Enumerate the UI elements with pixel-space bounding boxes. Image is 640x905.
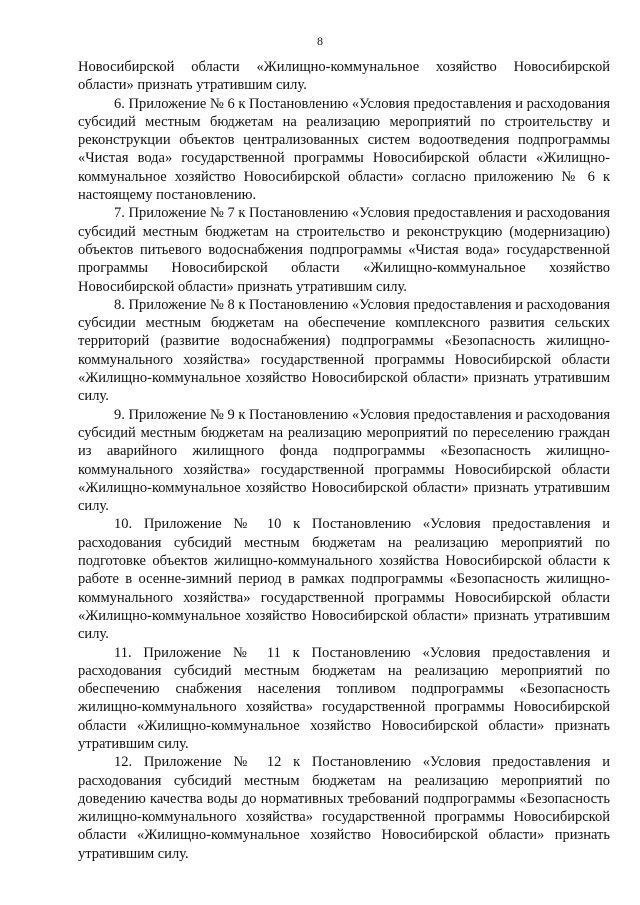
page-number: 8: [317, 34, 323, 48]
paragraph-item-9: 9. Приложение № 9 к Постановлению «Условия предоставления и расходования субсидий местным бюджетам на реализацию мероприятий по переселению граждан из аварийного жилищного фонда подпрограммы «Безопасность жилищно-коммунального хозяйства» государственной программы Новосибирской области «Жилищно-коммунальное хозяйство Новосибирской области» признать утратившим силу.: [78, 406, 610, 515]
paragraph-continued: Новосибирской области «Жилищно-коммунальное хозяйство Новосибирской области» признать утратившим силу.: [78, 59, 610, 94]
paragraph-item-8: 8. Приложение № 8 к Постановлению «Условия предоставления и расходования субсидии местным бюджетам на обеспечение комплексного развития сельских территорий (развитие водоснабжения) подпрограммы «Безопасность жилищно-коммунального хозяйства» государственной программы Новосибирской области «Жилищно-коммунальное хозяйство Новосибирской области» признать утратившим силу.: [78, 296, 610, 405]
paragraph-item-7: 7. Приложение № 7 к Постановлению «Условия предоставления и расходования субсидий местным бюджетам на строительство и реконструкцию (модернизацию) объектов питьевого водоснабжения подпрограммы «Чистая вода» государственной программы Новосибирской области «Жилищно-коммунальное хозяйство Новосибирской области» признать утратившим силу.: [78, 205, 610, 295]
paragraph-item-11: 11. Приложение № 11 к Постановлению «Условия предоставления и расходования субсидий местным бюджетам на реализацию мероприятий по обеспечению снабжения населения топливом подпрограммы «Безопасность жилищно-коммунального хозяйства» государственной программы Новосибирской области «Жилищно-коммунальное хозяйство Новосибирской области» признать утратившим силу.: [78, 644, 610, 752]
paragraph-item-6: 6. Приложение № 6 к Постановлению «Условия предоставления и расходования субсидий местным бюджетам на реализацию мероприятий по строительству и реконструкции объектов централизованных систем водоотведения подпрограммы «Чистая вода» государственной программы Новосибирской области «Жилищно-коммунальное хозяйство Новосибирской области» согласно приложению № 6 к настоящему постановлению.: [78, 95, 610, 204]
paragraph-item-10: 10. Приложение № 10 к Постановлению «Условия предоставления и расходования субсидий местным бюджетам на реализацию мероприятий по подготовке объектов жилищно-коммунального хозяйства Новосибирской области к работе в осенне-зимний период в рамках подпрограммы «Безопасность жилищно-коммунального хозяйства» государственной программы Новосибирской области «Жилищно-коммунальное хозяйство Новосибирской области» признать утратившим силу.: [78, 516, 610, 643]
document-body: [78, 58, 610, 863]
paragraph-item-12: 12. Приложение № 12 к Постановлению «Условия предоставления и расходования субсидий местным бюджетам на реализацию мероприятий по доведению качества воды до нормативных требований подпрограммы «Безопасность жилищно-коммунального хозяйства» государственной программы Новосибирской области «Жилищно-коммунальное хозяйство Новосибирской области» признать утратившим силу.: [78, 754, 610, 862]
